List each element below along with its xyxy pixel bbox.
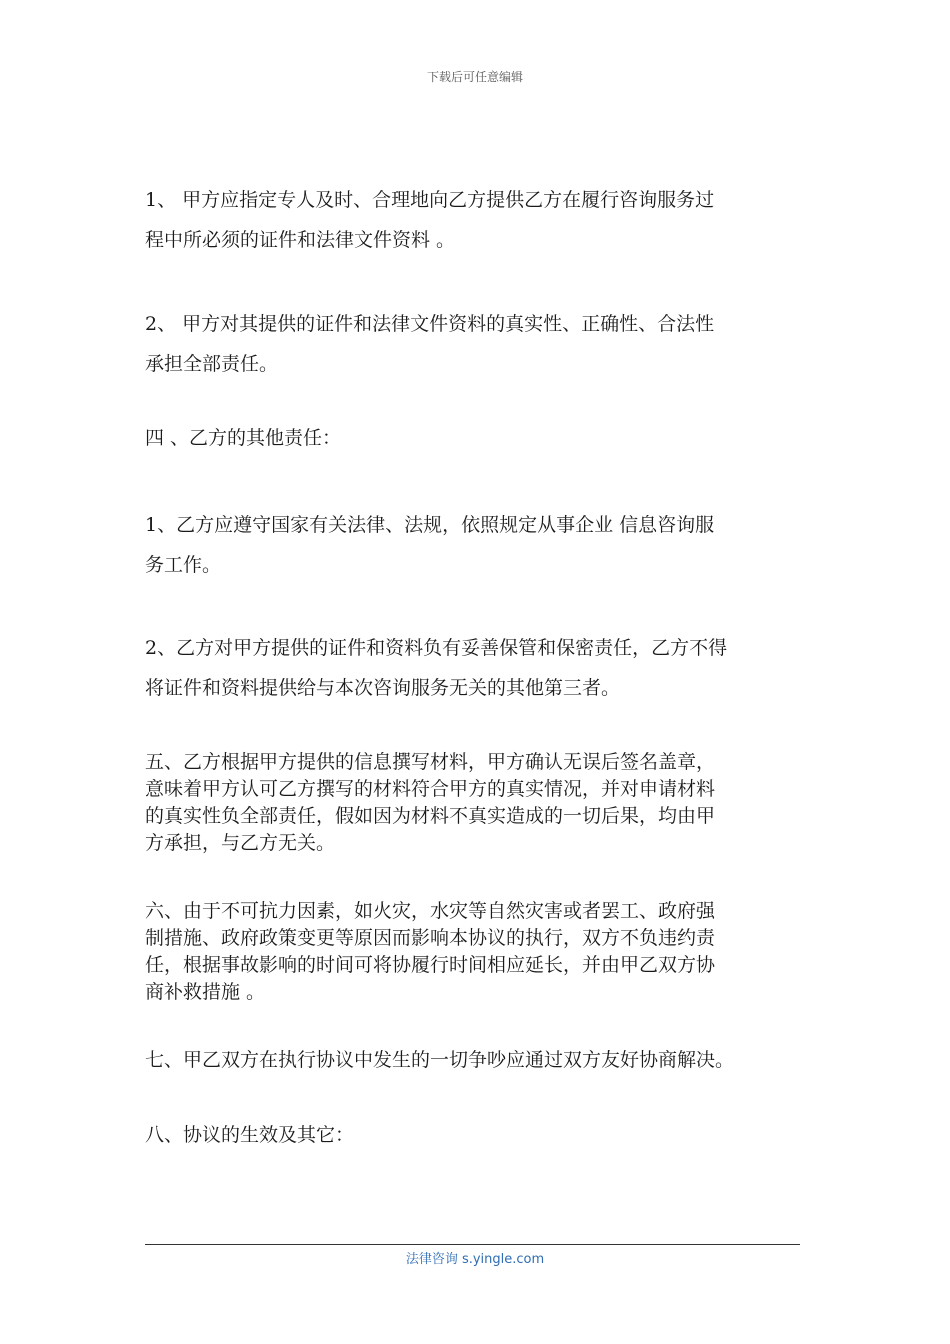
section-7 — [145, 1040, 810, 1080]
footer-link[interactable]: 法律咨询 s.yingle.com — [405, 1252, 545, 1267]
clause-line: 1、 甲方应指定专人及时、合理地向乙方提供乙方在履行咨询服务过 — [145, 189, 715, 211]
footer-divider — [145, 1244, 800, 1245]
clause-line: 商补救措施 。 — [145, 981, 266, 1003]
section-5 — [145, 749, 810, 857]
section-heading-line: 四 、乙方的其他责任： — [145, 427, 342, 449]
clause-line: 意味着甲方认可乙方撰写的材料符合甲方的真实情况，并对申请材料 — [145, 778, 716, 800]
clause-line: 将证件和资料提供给与本次咨询服务无关的其他第三者。 — [145, 677, 621, 699]
clause-line: 1、乙方应遵守国家有关法律、法规，依照规定从事企业 信息咨询服 — [145, 514, 715, 536]
clause-line: 程中所必须的证件和法律文件资料 。 — [145, 229, 456, 251]
section-8-heading — [145, 1115, 810, 1155]
clause-line: 2、 甲方对其提供的证件和法律文件资料的真实性、正确性、合法性 — [145, 313, 715, 335]
clause-line: 2、乙方对甲方提供的证件和资料负有妥善保管和保密责任，乙方不得 — [145, 637, 728, 659]
clause-3-1 — [145, 180, 810, 260]
clause-line: 任，根据事故影响的时间可将协履行时间相应延长，并由甲乙双方协 — [145, 954, 716, 976]
page-header-note: 下载后可任意编辑 — [426, 70, 523, 84]
clause-line: 七、甲乙双方在执行协议中发生的一切争吵应通过双方友好协商解决。 — [145, 1049, 735, 1071]
clause-line: 承担全部责任。 — [145, 353, 279, 375]
clause-line: 五、乙方根据甲方提供的信息撰写材料，甲方确认无误后签名盖章， — [145, 751, 716, 773]
section-heading-line: 八、协议的生效及其它： — [145, 1124, 355, 1146]
clause-3-2 — [145, 304, 810, 384]
clause-4-1 — [145, 505, 810, 585]
clause-line: 六、由于不可抗力因素，如火灾，水灾等自然灾害或者罢工、政府强 — [145, 900, 716, 922]
section-4-heading — [145, 418, 810, 458]
clause-4-2 — [145, 628, 810, 708]
clause-line: 方承担，与乙方无关。 — [145, 832, 336, 854]
section-6 — [145, 898, 810, 1006]
clause-line: 务工作。 — [145, 554, 222, 576]
clause-line: 制措施、政府政策变更等原因而影响本协议的执行，双方不负违约责 — [145, 927, 716, 949]
clause-line: 的真实性负全部责任，假如因为材料不真实造成的一切后果，均由甲 — [145, 805, 716, 827]
